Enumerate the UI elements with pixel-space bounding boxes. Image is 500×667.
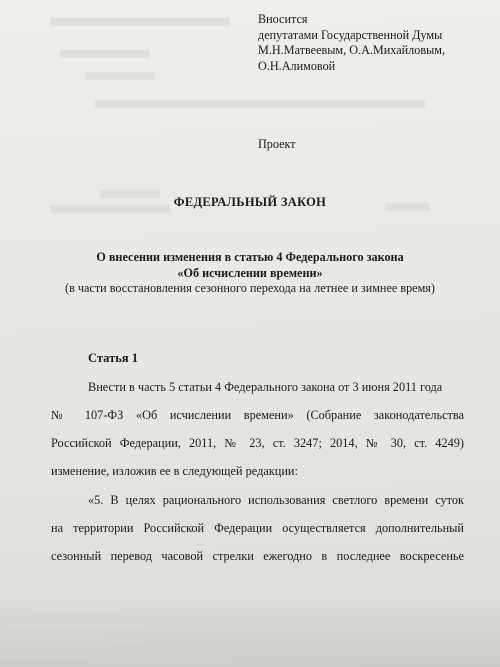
paragraph-line: «5. В целях рационального использования светлого времени суток [88,493,464,507]
introduced-by-block [258,12,445,74]
paragraph-line: Российской Федерации, 2011, № 23, ст. 3247; 2014, № 30, ст. 4249) [51,436,464,450]
document-title: ФЕДЕРАЛЬНЫЙ ЗАКОН [173,195,327,209]
paragraph-line: № 107-ФЗ «Об исчислении времени» (Собрание законодательства [51,408,464,422]
introduced-label: Вносится [258,12,308,26]
bleed-through-line [95,100,425,108]
deputies-line: депутатами Государственной Думы [258,27,443,42]
bleed-through-line [50,18,230,26]
paragraph-line: изменение, изложив ее в следующей редакции: [51,464,298,478]
subtitle-line: «Об исчислении времени» [177,265,323,280]
subtitle-note: (в части восстановления сезонного перехода на летнее и зимнее время) [65,281,435,295]
article-heading: Статья 1 [88,351,138,365]
page-shadow [0,597,500,667]
bleed-through-line [60,50,150,58]
bleed-through-line [85,72,155,80]
project-label: Проект [258,137,296,151]
law-subtitle [0,250,500,297]
deputy-names-line: М.Н.Матвеевым, О.А.Михайловым, [258,43,446,57]
paragraph-line: на территории Российской Федерации осуществляется дополнительный [51,521,464,535]
paragraph-line: сезонный перевод часовой стрелки ежегодно в последнее воскресенье [51,549,464,563]
subtitle-line: О внесении изменения в статью 4 Федерального закона [96,250,404,264]
paragraph-line: Внести в часть 5 статьи 4 Федерального закона от 3 июня 2011 года [88,380,443,394]
deputy-names-line: О.Н.Алимовой [258,58,336,73]
